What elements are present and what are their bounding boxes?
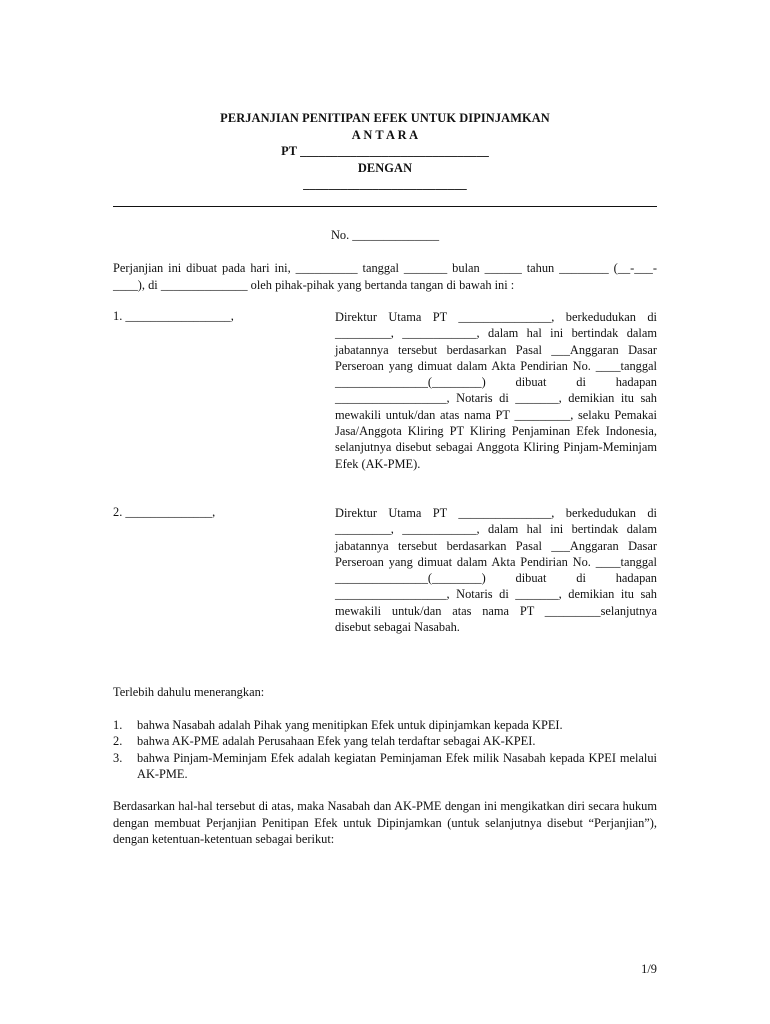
closing-paragraph: Berdasarkan hal-hal tersebut di atas, maka Nasabah dan AK-PME dengan ini mengikatkan diri secara hukum dengan membuat Perjanjian Penitipan Efek untuk Dipinjamkan (untuk selanjutnya disebut “Perjanjian”), dengan ketentuan-ketentuan sebagai berikut: [113,799,657,846]
recital-number: 2. [113,734,123,749]
recital-number: 1. [113,718,123,732]
recital-text: bahwa AK-PME adalah Perusahaan Efek yang telah terdaftar sebagai AK-KPEI. [137,734,536,749]
agreement-number: No. ______________ [330,228,440,242]
document-header [113,110,657,193]
recital-number: 3. [113,750,123,765]
party-1-description: Direktur Utama PT _______________, berkedudukan di _________, ____________, dalam hal ini bertindak dalam jabatannya tersebut berdasarkan Pasal ___Anggaran Dasar Perseroan yang dimuat dalam Akta Pendirian No. ____tanggal _______________(________) dibuat di hadapan __________________, Notaris di _______, demikian itu sah mewakili untuk/dan atas nama PT _________, selaku Pemakai Jasa/Anggota Kliring PT Kliring Penjaminan Efek Indonesia, selanjutnya disebut sebagai Anggota Kliring Pinjam-Meminjam Efek (AK-PME). [335,310,657,471]
party-2-number: 2. ______________, [113,505,216,519]
recital-item [113,750,657,783]
recital-text: bahwa Nasabah adalah Pihak yang menitipkan Efek untuk dipinjamkan kepada KPEI. [137,718,563,732]
page-number: 1/9 [641,962,657,976]
intro-paragraph: Perjanjian ini dibuat pada hari ini, __________ tanggal _______ bulan ______ tahun ________ (__-___-____), di ______________ oleh pihak-pihak yang bertanda tangan di bawah ini : [113,261,657,292]
recital-text: bahwa Pinjam-Meminjam Efek adalah kegiatan Peminjaman Efek milik Nasabah kepada KPEI melalui AK-PME. [137,750,657,782]
pt-placeholder: PT ______________________________ [281,144,489,158]
dengan-label: DENGAN [357,160,413,175]
recitals-list [113,717,657,783]
antara-label: A N T A R A [351,127,419,142]
counterparty-placeholder: __________________________ [303,177,467,191]
recital-item [113,733,657,749]
recital-item [113,717,657,733]
preamble-heading: Terlebih dahulu menerangkan: [113,685,265,699]
party-2-description: Direktur Utama PT _______________, berkedudukan di _________, ____________, dalam hal ini bertindak dalam jabatannya tersebut berdasarkan Pasal ___Anggaran Dasar Perseroan yang dimuat dalam Akta Pendirian No. ____tanggal _______________(________) dibuat di hadapan __________________, Notaris di _______, demikian itu sah mewakili untuk/dan atas nama PT _________selanjutnya disebut sebagai Nasabah. [335,506,657,635]
party-1-number: 1. _________________, [113,309,234,323]
header-divider [113,206,657,207]
document-title: PERJANJIAN PENITIPAN EFEK UNTUK DIPINJAMKAN [220,111,550,125]
